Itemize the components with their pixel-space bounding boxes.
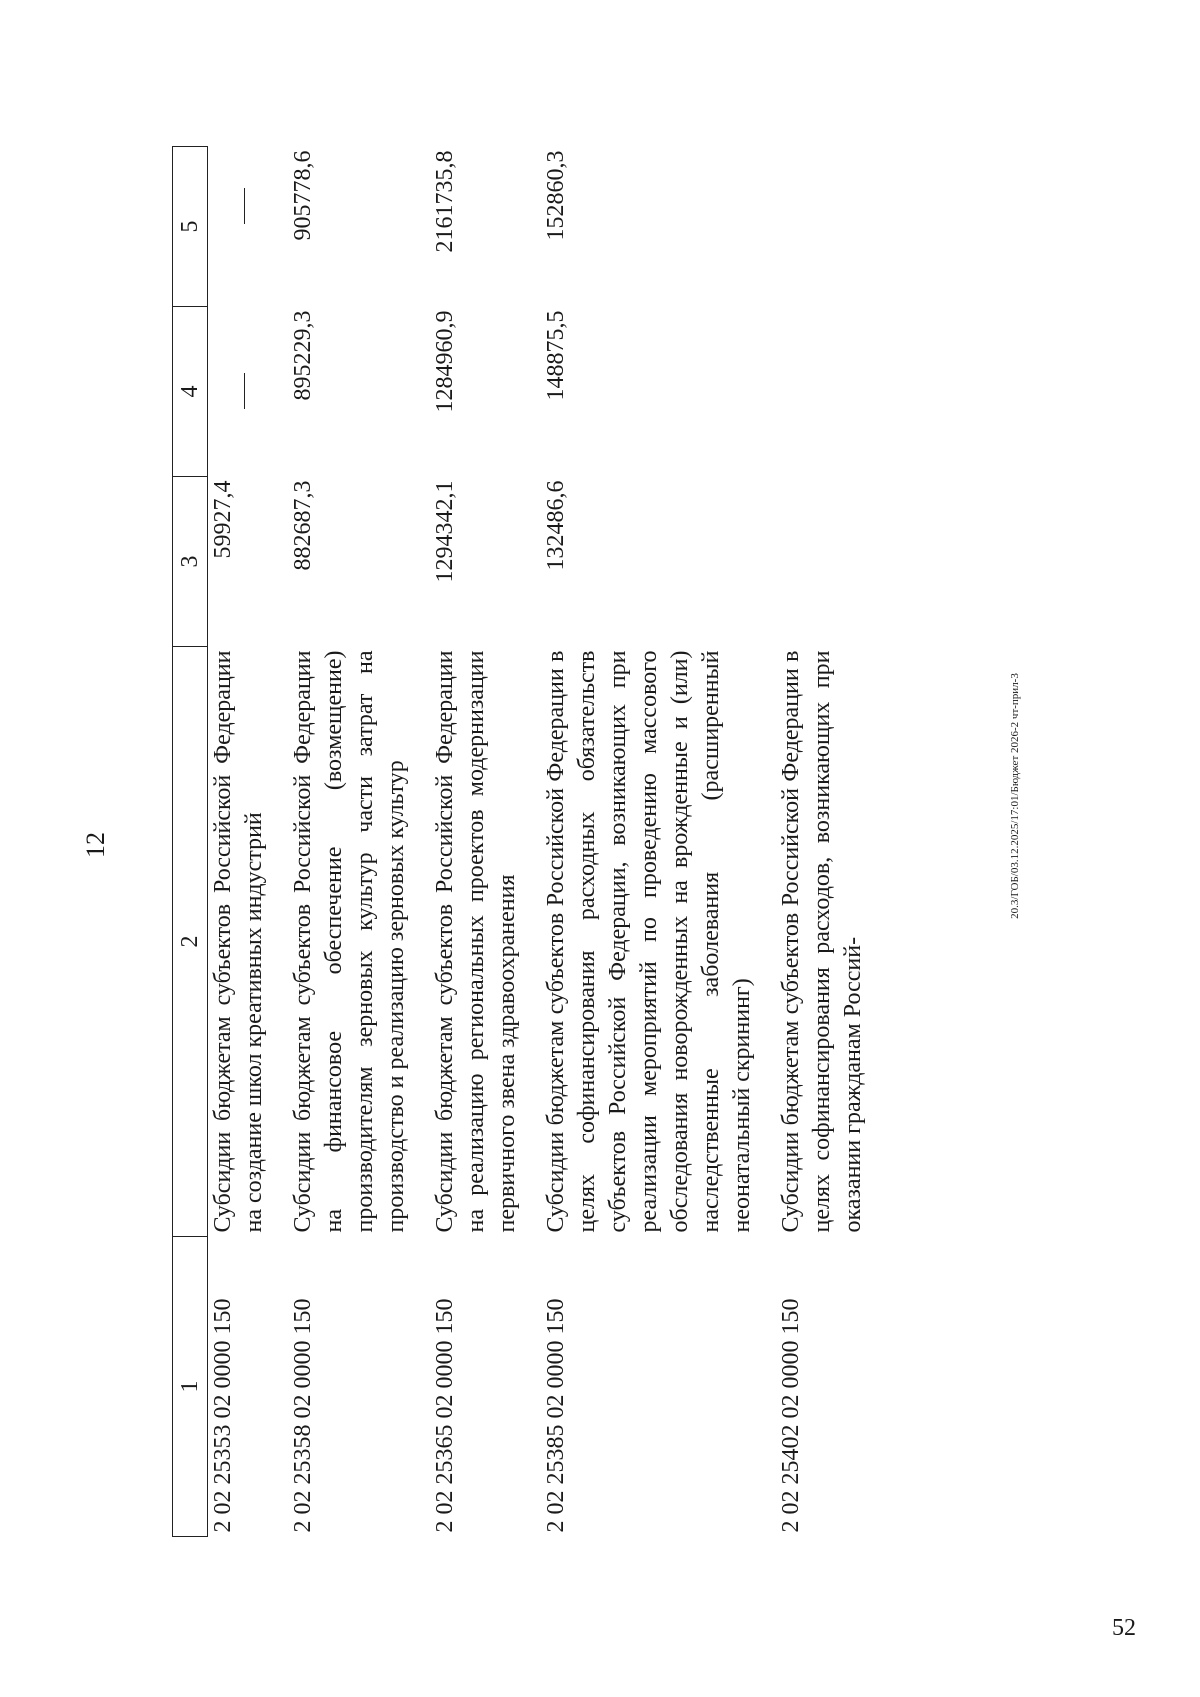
budget-code: 2 02 25358 02 0000 150: [290, 1298, 316, 1533]
value-col5: 905778,6: [290, 150, 316, 241]
dash-mark: [244, 374, 245, 410]
budget-description: Субсидии бюджетам субъектов Российской Федерации на создание школ креативных индустрий: [210, 650, 267, 1233]
table-row: [288, 147, 430, 1537]
value-col3: [776, 477, 887, 647]
value-col5: [776, 147, 887, 307]
column-header: 2: [173, 647, 208, 1237]
budget-code: 2 02 25365 02 0000 150: [432, 1298, 458, 1533]
value-col3: 882687,3: [290, 480, 316, 571]
budget-description: Субсидии бюджетам субъектов Российской Федерации на реализацию региональных проектов модернизации первичного звена здравоохранения: [432, 650, 520, 1233]
table-row: [430, 147, 541, 1537]
document-stamp: 20.3/ГОБ/03.12.2025/17:01/Бюджет 2026-2 чт-прил-3: [1009, 673, 1021, 919]
value-col3: 59927,4: [210, 480, 236, 559]
table-row: [208, 147, 289, 1537]
budget-description: Субсидии бюджетам субъектов Российской Федерации на финансовое обеспечение (возмещение) производителям зерновых культур части затрат на производство и реализацию зерновых культур: [290, 650, 409, 1233]
budget-code: 2 02 25402 02 0000 150: [778, 1298, 804, 1533]
column-header: 3: [173, 477, 208, 647]
value-col4: [776, 307, 887, 477]
value-col4: [208, 307, 289, 477]
value-col3: 132486,6: [543, 480, 569, 571]
budget-code: 2 02 25353 02 0000 150: [210, 1298, 236, 1533]
table-row: [776, 147, 887, 1537]
value-col5: 2161735,8: [432, 150, 458, 253]
value-col4: 148875,5: [543, 310, 569, 401]
column-header: 5: [173, 147, 208, 307]
budget-description: Субсидии бюджетам субъектов Российской Федерации в целях софинансирования расходов, возникающих при оказании гражданам Россий-: [778, 650, 866, 1233]
budget-description: Субсидии бюджетам субъектов Российской Федерации в целях софинансирования расходных обязательств субъектов Российской Федерации, возникающих при реализации мероприятий по проведению массового обследования новорожденных на врожденные и (или) наследственные заболевания (расширенный неонатальный скрининг): [543, 650, 755, 1233]
budget-table: [172, 146, 887, 1537]
page-number-top: 12: [81, 832, 110, 858]
column-header: 1: [173, 1237, 208, 1537]
rotated-page-content: [172, 77, 1182, 1537]
value-col5: [208, 147, 289, 307]
dash-mark: [244, 189, 245, 225]
value-col4: 1284960,9: [432, 310, 458, 413]
table-row: [541, 147, 776, 1537]
column-header: 4: [173, 307, 208, 477]
value-col4: 895229,3: [290, 310, 316, 401]
budget-code: 2 02 25385 02 0000 150: [543, 1298, 569, 1533]
value-col3: 1294342,1: [432, 480, 458, 583]
page-number-bottom: 52: [1112, 1615, 1136, 1641]
table-header-row: [173, 147, 208, 1537]
value-col5: 152860,3: [543, 150, 569, 241]
